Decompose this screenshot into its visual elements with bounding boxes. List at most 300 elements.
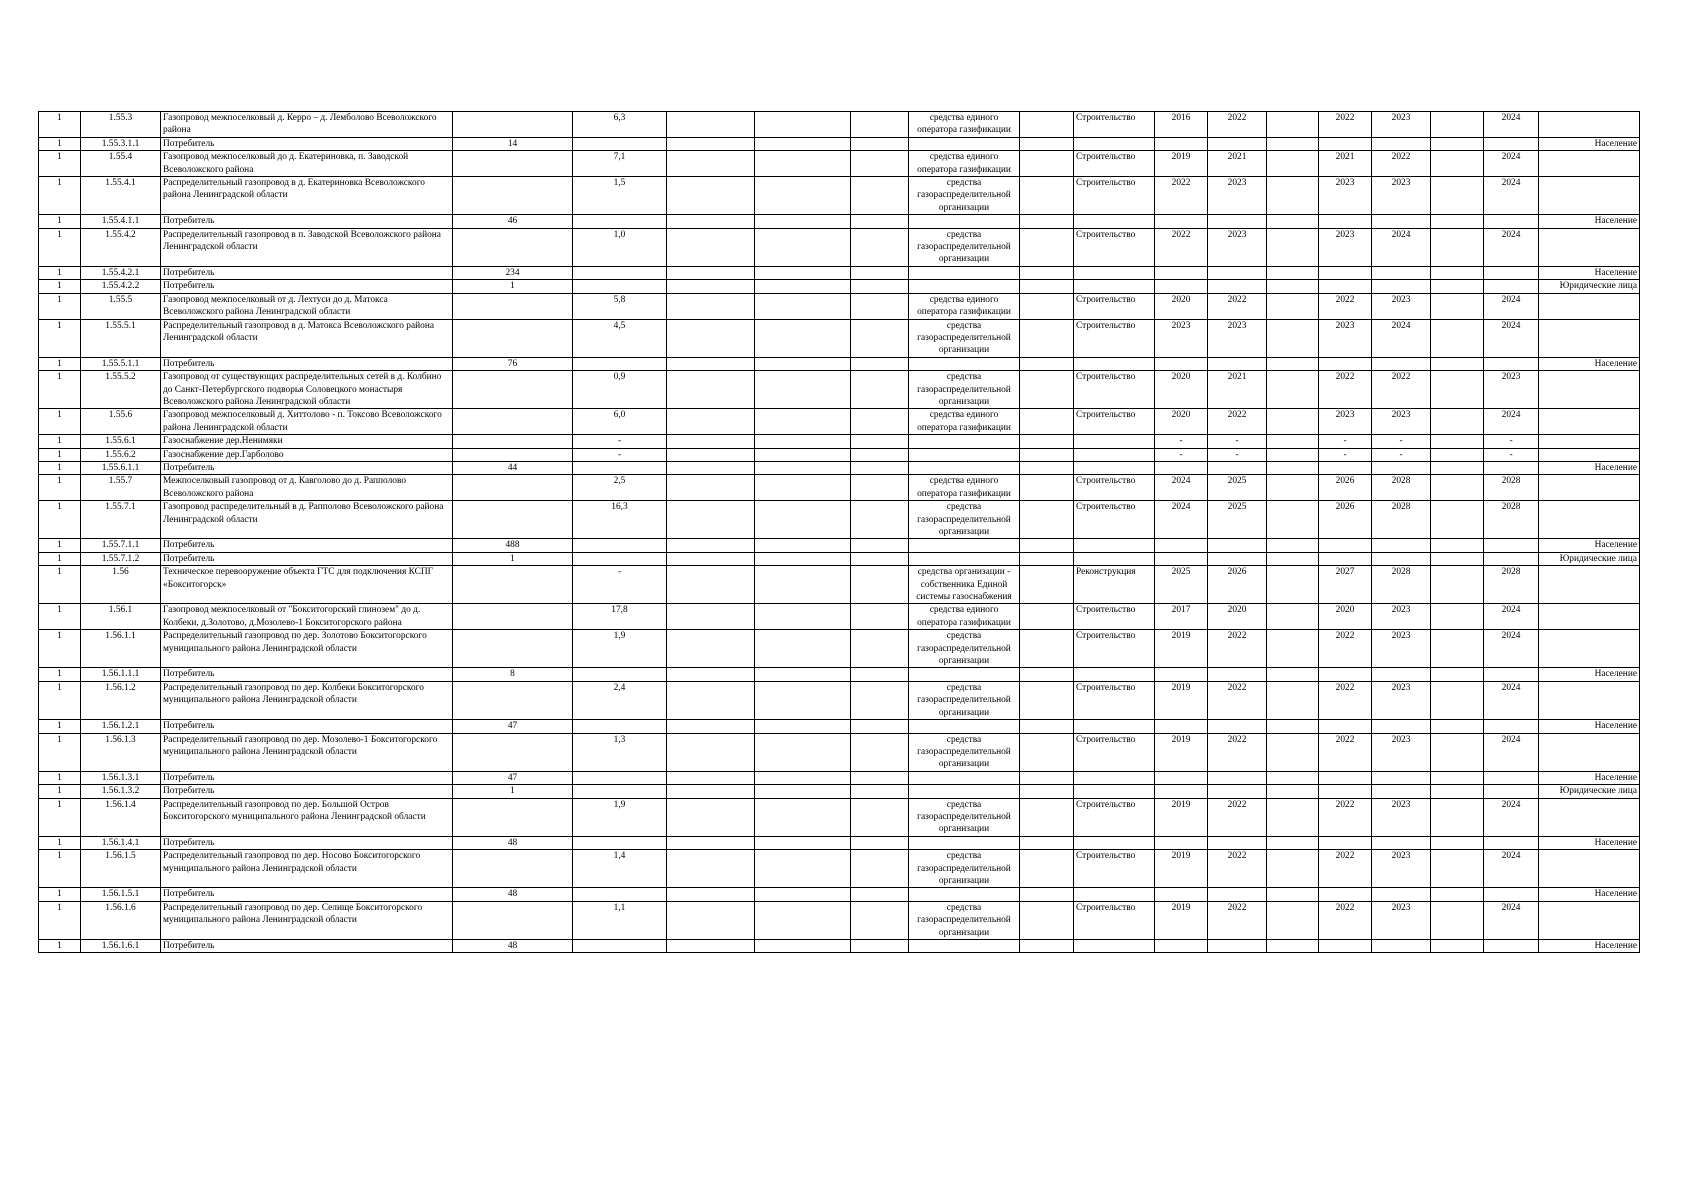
col-empty-14 — [1267, 888, 1319, 901]
col-year-18: 2024 — [1484, 733, 1539, 771]
col-work-type — [1074, 940, 1155, 953]
col-end-year: 2022 — [1208, 409, 1267, 435]
col-empty-7 — [755, 409, 851, 435]
col-empty-17 — [1431, 850, 1484, 888]
col-empty-7 — [755, 888, 851, 901]
col-empty-17 — [1431, 566, 1484, 604]
col-year-18: 2024 — [1484, 319, 1539, 357]
col-empty-7 — [755, 280, 851, 293]
col-section: 1 — [39, 448, 81, 461]
col-consumers — [453, 293, 573, 319]
col-year-18: 2024 — [1484, 151, 1539, 177]
col-length-km: - — [573, 448, 667, 461]
col-year-18 — [1484, 940, 1539, 953]
col-object-name: Газопровод от существующих распределительных сетей в д. Колбино до Санкт-Петербургского подворья Соловецкого монастыря Всеволожского района Ленинградской области — [161, 371, 453, 409]
col-funding-source — [909, 215, 1020, 228]
col-consumers: 48 — [453, 940, 573, 953]
col-empty-6 — [667, 771, 755, 784]
col-empty-14 — [1267, 280, 1319, 293]
col-empty-7 — [755, 228, 851, 266]
col-work-type: Строительство — [1074, 850, 1155, 888]
col-year-16: 2022 — [1372, 371, 1431, 409]
table-row — [39, 552, 1640, 565]
col-year-15: 2023 — [1319, 177, 1372, 215]
col-consumers — [453, 448, 573, 461]
col-year-15 — [1319, 720, 1372, 733]
col-year-18: 2028 — [1484, 475, 1539, 501]
col-start-year — [1155, 836, 1208, 849]
col-empty-6 — [667, 409, 755, 435]
col-empty-17 — [1431, 681, 1484, 719]
col-work-type — [1074, 137, 1155, 150]
col-year-16: 2023 — [1372, 630, 1431, 668]
table-row — [39, 371, 1640, 409]
col-section: 1 — [39, 435, 81, 448]
col-length-km: 6,0 — [573, 409, 667, 435]
col-empty-8 — [851, 112, 909, 138]
col-work-type: Строительство — [1074, 177, 1155, 215]
col-number: 1.56.1.1 — [81, 630, 161, 668]
col-year-16 — [1372, 785, 1431, 798]
col-consumers — [453, 151, 573, 177]
col-consumers: 1 — [453, 280, 573, 293]
col-object-name: Потребитель — [161, 266, 453, 279]
col-empty-8 — [851, 501, 909, 539]
col-section: 1 — [39, 850, 81, 888]
col-empty-6 — [667, 888, 755, 901]
col-empty-17 — [1431, 151, 1484, 177]
col-number: 1.56.1.4 — [81, 798, 161, 836]
col-work-type: Строительство — [1074, 475, 1155, 501]
col-consumer-type: Население — [1539, 771, 1640, 784]
col-length-km: 1,0 — [573, 228, 667, 266]
col-consumers: 48 — [453, 836, 573, 849]
col-year-16: - — [1372, 435, 1431, 448]
col-consumer-type — [1539, 798, 1640, 836]
col-work-type: Строительство — [1074, 798, 1155, 836]
col-end-year — [1208, 771, 1267, 784]
col-year-16: 2023 — [1372, 850, 1431, 888]
col-year-18: 2024 — [1484, 177, 1539, 215]
col-empty-7 — [755, 785, 851, 798]
col-empty-6 — [667, 448, 755, 461]
col-year-18: 2024 — [1484, 228, 1539, 266]
col-empty-6 — [667, 215, 755, 228]
col-object-name: Распределительный газопровод по дер. Селище Бокситогорского муниципального района Ленинградской области — [161, 901, 453, 939]
col-empty-7 — [755, 151, 851, 177]
col-empty-8 — [851, 681, 909, 719]
col-object-name: Газопровод межпоселковый д. Керро – д. Лемболово Всеволожского района — [161, 112, 453, 138]
col-consumers — [453, 435, 573, 448]
col-empty-6 — [667, 280, 755, 293]
col-empty-6 — [667, 137, 755, 150]
col-consumer-type — [1539, 409, 1640, 435]
col-number: 1.56.1.3.2 — [81, 785, 161, 798]
table-row — [39, 566, 1640, 604]
col-empty-14 — [1267, 771, 1319, 784]
col-section: 1 — [39, 630, 81, 668]
col-empty-7 — [755, 681, 851, 719]
col-year-18: 2024 — [1484, 630, 1539, 668]
col-empty-14 — [1267, 409, 1319, 435]
col-length-km: 4,5 — [573, 319, 667, 357]
col-number: 1.56.1.5 — [81, 850, 161, 888]
col-empty-8 — [851, 461, 909, 474]
col-empty-7 — [755, 461, 851, 474]
col-year-18 — [1484, 771, 1539, 784]
col-number: 1.55.6.1.1 — [81, 461, 161, 474]
col-year-16: 2023 — [1372, 177, 1431, 215]
col-empty-14 — [1267, 733, 1319, 771]
col-year-15 — [1319, 215, 1372, 228]
col-section: 1 — [39, 409, 81, 435]
col-year-18: 2024 — [1484, 293, 1539, 319]
col-empty-6 — [667, 357, 755, 370]
col-year-18: - — [1484, 435, 1539, 448]
col-consumers — [453, 850, 573, 888]
col-empty-14 — [1267, 681, 1319, 719]
col-end-year — [1208, 668, 1267, 681]
col-object-name: Потребитель — [161, 539, 453, 552]
col-empty-10 — [1020, 280, 1074, 293]
col-end-year — [1208, 357, 1267, 370]
col-consumers: 8 — [453, 668, 573, 681]
col-object-name: Газопровод межпоселковый д. Хиттолово - п. Токсово Всеволожского района Ленинградской области — [161, 409, 453, 435]
col-start-year — [1155, 888, 1208, 901]
col-work-type — [1074, 785, 1155, 798]
col-start-year: 2019 — [1155, 798, 1208, 836]
col-empty-17 — [1431, 177, 1484, 215]
table-row — [39, 293, 1640, 319]
col-empty-8 — [851, 266, 909, 279]
col-consumers: 44 — [453, 461, 573, 474]
col-end-year — [1208, 539, 1267, 552]
col-year-16 — [1372, 137, 1431, 150]
table-row — [39, 888, 1640, 901]
col-consumers — [453, 566, 573, 604]
table-row — [39, 785, 1640, 798]
table-row — [39, 901, 1640, 939]
table-row — [39, 112, 1640, 138]
col-funding-source — [909, 836, 1020, 849]
col-object-name: Распределительный газопровод по дер. Большой Остров Бокситогорского муниципального района Ленинградской области — [161, 798, 453, 836]
table-row — [39, 850, 1640, 888]
col-year-15 — [1319, 280, 1372, 293]
col-section: 1 — [39, 151, 81, 177]
col-length-km: - — [573, 566, 667, 604]
col-year-18: 2024 — [1484, 798, 1539, 836]
col-year-15 — [1319, 785, 1372, 798]
col-empty-7 — [755, 266, 851, 279]
col-start-year — [1155, 539, 1208, 552]
col-year-15 — [1319, 357, 1372, 370]
col-empty-8 — [851, 604, 909, 630]
col-year-15 — [1319, 940, 1372, 953]
col-work-type — [1074, 836, 1155, 849]
col-end-year: 2023 — [1208, 177, 1267, 215]
col-consumers — [453, 604, 573, 630]
col-consumers — [453, 177, 573, 215]
col-year-15: 2022 — [1319, 850, 1372, 888]
col-funding-source — [909, 668, 1020, 681]
col-year-18 — [1484, 539, 1539, 552]
col-section: 1 — [39, 940, 81, 953]
col-empty-6 — [667, 901, 755, 939]
col-empty-14 — [1267, 112, 1319, 138]
col-length-km: - — [573, 435, 667, 448]
col-end-year — [1208, 785, 1267, 798]
col-funding-source — [909, 137, 1020, 150]
col-object-name: Распределительный газопровод по дер. Колбеки Бокситогорского муниципального района Ленинградской области — [161, 681, 453, 719]
col-empty-7 — [755, 215, 851, 228]
col-section: 1 — [39, 215, 81, 228]
col-consumers: 48 — [453, 888, 573, 901]
col-empty-17 — [1431, 228, 1484, 266]
col-empty-7 — [755, 501, 851, 539]
col-object-name: Потребитель — [161, 137, 453, 150]
col-empty-17 — [1431, 552, 1484, 565]
col-empty-7 — [755, 940, 851, 953]
col-consumers — [453, 630, 573, 668]
col-consumers: 488 — [453, 539, 573, 552]
col-start-year: 2020 — [1155, 293, 1208, 319]
col-section: 1 — [39, 293, 81, 319]
col-funding-source — [909, 785, 1020, 798]
col-length-km — [573, 836, 667, 849]
col-work-type — [1074, 771, 1155, 784]
col-end-year: 2021 — [1208, 151, 1267, 177]
col-funding-source: средства газораспределительной организации — [909, 319, 1020, 357]
col-empty-17 — [1431, 475, 1484, 501]
col-funding-source: средства газораспределительной организации — [909, 501, 1020, 539]
table-row — [39, 319, 1640, 357]
col-year-16 — [1372, 888, 1431, 901]
col-consumer-type — [1539, 475, 1640, 501]
col-length-km: 2,4 — [573, 681, 667, 719]
col-object-name: Газопровод межпоселковый от д. Лехтуси до д. Матокса Всеволожского района Ленинградской области — [161, 293, 453, 319]
col-end-year: 2021 — [1208, 371, 1267, 409]
col-length-km: 1,1 — [573, 901, 667, 939]
col-year-16 — [1372, 836, 1431, 849]
col-year-16: 2024 — [1372, 228, 1431, 266]
col-start-year — [1155, 940, 1208, 953]
col-section: 1 — [39, 137, 81, 150]
col-empty-7 — [755, 448, 851, 461]
col-empty-7 — [755, 720, 851, 733]
col-empty-10 — [1020, 940, 1074, 953]
col-year-15: 2022 — [1319, 112, 1372, 138]
col-end-year — [1208, 461, 1267, 474]
col-work-type: Строительство — [1074, 630, 1155, 668]
col-empty-7 — [755, 177, 851, 215]
col-end-year: - — [1208, 448, 1267, 461]
col-empty-6 — [667, 630, 755, 668]
col-number: 1.55.4.2 — [81, 228, 161, 266]
col-number: 1.56.1.3 — [81, 733, 161, 771]
col-year-16 — [1372, 215, 1431, 228]
col-empty-10 — [1020, 771, 1074, 784]
col-consumers: 76 — [453, 357, 573, 370]
col-year-16 — [1372, 940, 1431, 953]
col-year-18 — [1484, 461, 1539, 474]
col-empty-6 — [667, 228, 755, 266]
col-length-km: 1,4 — [573, 850, 667, 888]
col-funding-source — [909, 940, 1020, 953]
col-end-year: 2022 — [1208, 850, 1267, 888]
col-start-year — [1155, 266, 1208, 279]
col-section: 1 — [39, 539, 81, 552]
col-consumers — [453, 798, 573, 836]
col-start-year: 2019 — [1155, 733, 1208, 771]
col-empty-8 — [851, 293, 909, 319]
col-section: 1 — [39, 566, 81, 604]
col-empty-14 — [1267, 435, 1319, 448]
col-empty-10 — [1020, 681, 1074, 719]
col-work-type — [1074, 461, 1155, 474]
col-funding-source: средства единого оператора газификации — [909, 112, 1020, 138]
col-empty-14 — [1267, 836, 1319, 849]
col-work-type: Строительство — [1074, 228, 1155, 266]
col-work-type: Строительство — [1074, 733, 1155, 771]
col-empty-10 — [1020, 552, 1074, 565]
col-number: 1.55.7.1.1 — [81, 539, 161, 552]
col-number: 1.56.1.5.1 — [81, 888, 161, 901]
col-year-16: 2023 — [1372, 681, 1431, 719]
col-empty-7 — [755, 850, 851, 888]
col-consumer-type: Юридические лица — [1539, 280, 1640, 293]
col-object-name: Потребитель — [161, 280, 453, 293]
col-empty-17 — [1431, 435, 1484, 448]
col-empty-6 — [667, 785, 755, 798]
col-empty-6 — [667, 836, 755, 849]
col-year-15: 2026 — [1319, 475, 1372, 501]
col-work-type: Строительство — [1074, 901, 1155, 939]
col-year-16: 2023 — [1372, 409, 1431, 435]
col-year-18 — [1484, 357, 1539, 370]
table-row — [39, 280, 1640, 293]
col-funding-source: средства газораспределительной организации — [909, 901, 1020, 939]
table-row — [39, 448, 1640, 461]
col-year-15 — [1319, 836, 1372, 849]
col-consumers: 46 — [453, 215, 573, 228]
col-empty-8 — [851, 940, 909, 953]
col-empty-17 — [1431, 771, 1484, 784]
table-row — [39, 539, 1640, 552]
col-empty-8 — [851, 720, 909, 733]
col-year-15: 2023 — [1319, 409, 1372, 435]
col-year-15 — [1319, 266, 1372, 279]
col-empty-10 — [1020, 836, 1074, 849]
col-empty-14 — [1267, 448, 1319, 461]
col-section: 1 — [39, 604, 81, 630]
col-funding-source: средства единого оператора газификации — [909, 409, 1020, 435]
col-start-year — [1155, 720, 1208, 733]
col-funding-source: средства единого оператора газификации — [909, 604, 1020, 630]
col-empty-7 — [755, 566, 851, 604]
col-empty-7 — [755, 435, 851, 448]
col-empty-17 — [1431, 215, 1484, 228]
col-end-year: 2022 — [1208, 681, 1267, 719]
col-start-year — [1155, 785, 1208, 798]
col-end-year — [1208, 280, 1267, 293]
col-year-15 — [1319, 888, 1372, 901]
col-empty-7 — [755, 357, 851, 370]
col-year-16: 2028 — [1372, 475, 1431, 501]
col-object-name: Распределительный газопровод по дер. Мозолево-1 Бокситогорского муниципального района Ленинградской области — [161, 733, 453, 771]
col-empty-6 — [667, 850, 755, 888]
col-year-16: 2022 — [1372, 151, 1431, 177]
col-end-year: 2022 — [1208, 733, 1267, 771]
col-empty-6 — [667, 668, 755, 681]
col-number: 1.55.3.1.1 — [81, 137, 161, 150]
col-start-year: 2024 — [1155, 501, 1208, 539]
col-empty-7 — [755, 798, 851, 836]
col-empty-6 — [667, 266, 755, 279]
col-section: 1 — [39, 461, 81, 474]
col-empty-10 — [1020, 888, 1074, 901]
col-start-year: 2022 — [1155, 177, 1208, 215]
col-empty-8 — [851, 630, 909, 668]
col-empty-10 — [1020, 151, 1074, 177]
col-year-18 — [1484, 888, 1539, 901]
col-year-18: 2024 — [1484, 850, 1539, 888]
col-work-type: Строительство — [1074, 501, 1155, 539]
col-year-15: 2022 — [1319, 733, 1372, 771]
col-empty-7 — [755, 552, 851, 565]
col-year-15 — [1319, 771, 1372, 784]
col-empty-8 — [851, 552, 909, 565]
col-consumer-type — [1539, 293, 1640, 319]
col-section: 1 — [39, 280, 81, 293]
table-row — [39, 151, 1640, 177]
col-start-year — [1155, 668, 1208, 681]
col-section: 1 — [39, 901, 81, 939]
col-empty-17 — [1431, 888, 1484, 901]
col-empty-7 — [755, 293, 851, 319]
document-page — [38, 111, 1640, 953]
col-consumers: 1 — [453, 552, 573, 565]
col-empty-7 — [755, 112, 851, 138]
col-funding-source: средства организации - собственника Единой системы газоснабжения — [909, 566, 1020, 604]
col-start-year: 2020 — [1155, 409, 1208, 435]
col-consumer-type: Население — [1539, 940, 1640, 953]
col-year-16: 2024 — [1372, 319, 1431, 357]
col-empty-17 — [1431, 720, 1484, 733]
col-year-18: - — [1484, 448, 1539, 461]
col-consumer-type — [1539, 228, 1640, 266]
col-year-18: 2023 — [1484, 371, 1539, 409]
col-empty-14 — [1267, 475, 1319, 501]
col-year-15: 2022 — [1319, 901, 1372, 939]
table-row — [39, 215, 1640, 228]
col-empty-14 — [1267, 785, 1319, 798]
col-year-15: 2022 — [1319, 630, 1372, 668]
col-object-name: Межпоселковый газопровод от д. Кавголово до д. Рапполово Всеволожского района — [161, 475, 453, 501]
col-section: 1 — [39, 720, 81, 733]
col-funding-source — [909, 720, 1020, 733]
col-empty-8 — [851, 539, 909, 552]
col-length-km — [573, 137, 667, 150]
col-consumers — [453, 409, 573, 435]
col-empty-14 — [1267, 604, 1319, 630]
col-consumers — [453, 319, 573, 357]
col-number: 1.55.3 — [81, 112, 161, 138]
col-empty-17 — [1431, 836, 1484, 849]
col-consumer-type — [1539, 733, 1640, 771]
col-number: 1.55.6.1 — [81, 435, 161, 448]
col-object-name: Газопровод межпоселковый до д. Екатериновка, п. Заводской Всеволожского района — [161, 151, 453, 177]
col-year-18 — [1484, 836, 1539, 849]
